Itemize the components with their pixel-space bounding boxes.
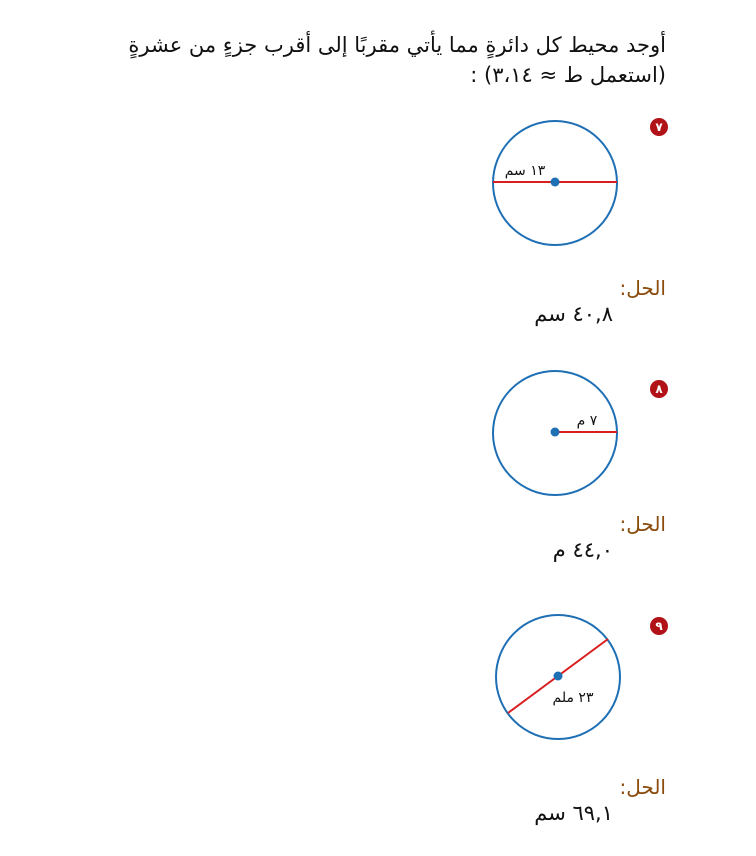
instructions-line-2: (استعمل ط ≈ ٣،١٤) : [470, 63, 666, 87]
measure-label: ١٣ سم [504, 163, 546, 179]
circle-figure-8 [485, 363, 625, 503]
solution-label-7: الحل: [619, 276, 666, 300]
instructions-line-1: أوجد محيط كل دائرةٍ مما يأتي مقربًا إلى أقرب جزءٍ من عشرةٍ [128, 33, 666, 57]
answer-8: ٤٤,٠ م [552, 538, 613, 562]
problem-number-8: ٨ [650, 380, 668, 398]
center-dot [551, 428, 560, 437]
problem-number-7: ٧ [650, 118, 668, 136]
instructions [66, 30, 666, 90]
center-dot [551, 178, 560, 187]
solution-label-9: الحل: [619, 775, 666, 799]
answer-7: ٤٠,٨ سم [534, 302, 613, 326]
measure-label: ٧ م [576, 413, 598, 429]
answer-9: ٦٩,١ سم [534, 801, 613, 825]
circle-figure-9 [488, 607, 628, 747]
measure-label: ٢٣ ملم [552, 690, 594, 706]
circle-figure-7 [485, 113, 625, 253]
solution-label-8: الحل: [619, 512, 666, 536]
center-dot [554, 672, 563, 681]
problem-number-9: ٩ [650, 617, 668, 635]
